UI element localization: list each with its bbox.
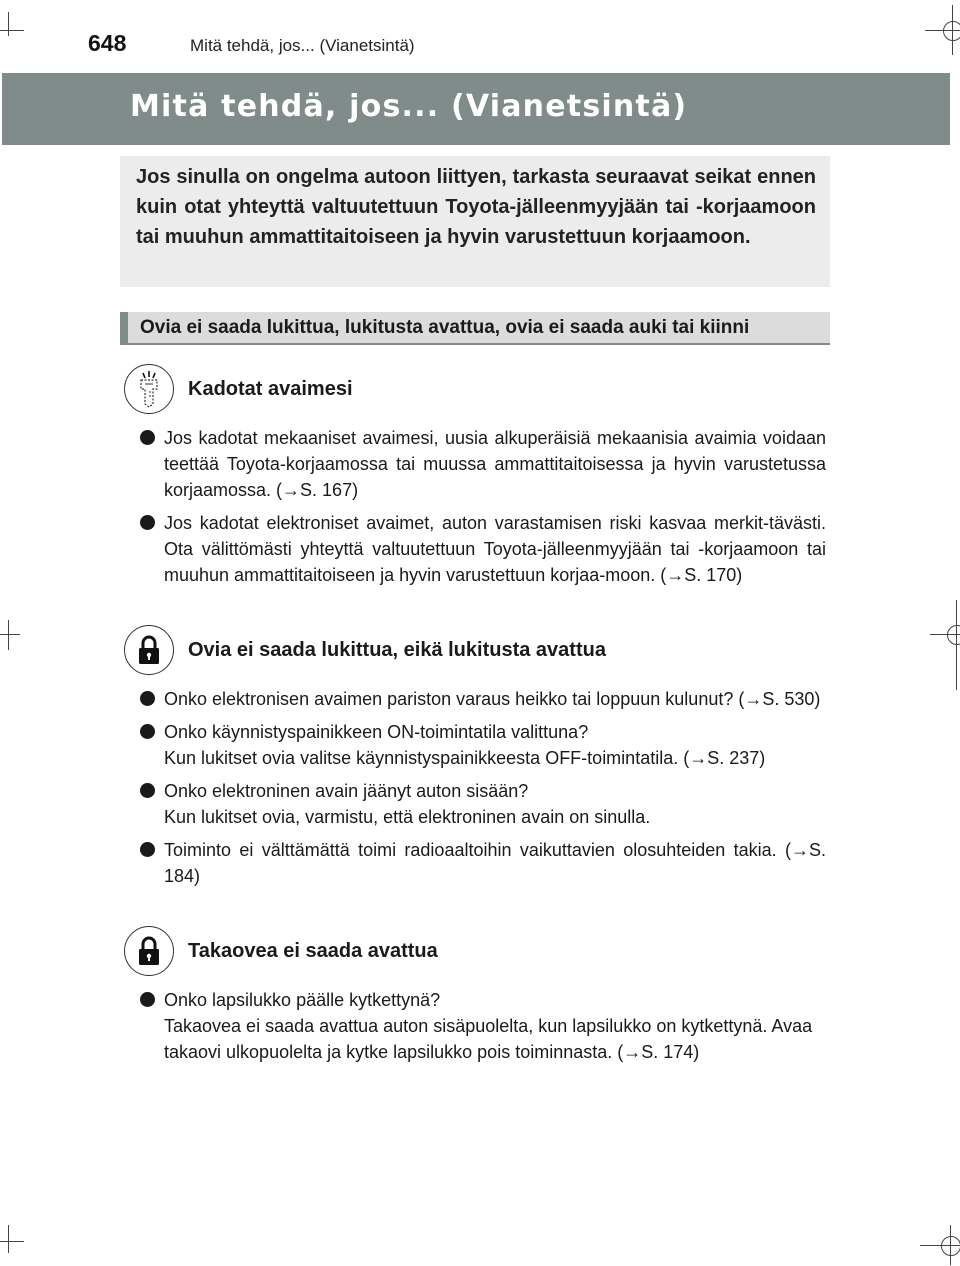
- bullet-list-rear-door: [140, 987, 826, 1072]
- list-item: [140, 837, 826, 889]
- bullet-dot-icon: [140, 515, 155, 530]
- crop-mark-mid-right: [930, 600, 960, 690]
- bullet-dot-icon: [140, 724, 155, 739]
- bullet-dot-icon: [140, 992, 155, 1007]
- bullet-text: Jos kadotat elektroniset avaimet, auton varastamisen riski kasvaa merkit-tävästi. Ota välittömästi yhteyttä valtuutettuun Toyota-jälleenmyyjään tai -korjaamoon tai muuhun ammattitaitoiseen ja hyvin varustettuun korjaa-moon. (→S. 170): [164, 513, 826, 585]
- bullet-text: Toiminto ei välttämättä toimi radioaaltoihin vaikuttavien olosuhteiden takia. (→S. 184): [164, 840, 826, 886]
- crop-mark-bottom-right: [920, 1215, 960, 1266]
- subsection-title: Kadotat avaimesi: [188, 378, 353, 400]
- subsection-rear-door: [124, 926, 834, 980]
- bullet-dot-icon: [140, 842, 155, 857]
- list-item: [140, 778, 826, 830]
- bullet-text: Jos kadotat mekaaniset avaimesi, uusia alkuperäisiä mekaanisia avaimia voidaan teettää Toyota-korjaamossa tai muussa ammattitaitoisessa ja hyvin varustetussa korjaamossa. (→S. 167): [164, 428, 826, 500]
- padlock-icon: [124, 926, 174, 976]
- bullet-text: Onko elektroninen avain jäänyt auton sisään?: [164, 781, 529, 801]
- bullet-text: Onko elektronisen avaimen pariston varaus heikko tai loppuun kulunut? (→S. 530): [164, 689, 821, 709]
- title-bar: [2, 73, 950, 145]
- bullet-subtext: Takaovea ei saada avattua auton sisäpuolelta, kun lapsilukko on kytkettynä. Avaa takaovi ulkopuolelta ja kytke lapsilukko pois toiminnasta. (→S. 174): [164, 1016, 813, 1062]
- intro-text: Jos sinulla on ongelma autoon liittyen, tarkasta seuraavat seikat ennen kuin otat yhteyttä valtuutettuun Toyota-jälleenmyyjään tai -korjaamoon tai muuhun ammattitaitoiseen ja hyvin varustettuun korjaamoon.: [136, 166, 816, 248]
- bullet-list-lock-unlock: [140, 686, 826, 896]
- list-item: [140, 510, 826, 588]
- crop-mark-bottom-left: [0, 1225, 40, 1266]
- bullet-text: Onko lapsilukko päälle kytkettynä?: [164, 990, 441, 1010]
- section-heading: [120, 312, 830, 345]
- subsection-title: Takaovea ei saada avattua: [188, 940, 438, 962]
- list-item: [140, 987, 826, 1065]
- page-header: [0, 22, 960, 66]
- page-number: 648: [88, 30, 127, 56]
- list-item: [140, 425, 826, 503]
- bullet-dot-icon: [140, 783, 155, 798]
- section-title: Ovia ei saada lukittua, lukitusta avattua, ovia ei saada auki tai kiinni: [140, 317, 750, 338]
- subsection-title: Ovia ei saada lukittua, eikä lukitusta avattua: [188, 639, 606, 661]
- crop-mark-mid-left: [0, 610, 30, 660]
- bullet-subtext: Kun lukitset ovia valitse käynnistyspainikkeesta OFF-toimintatila. (→S. 237): [164, 748, 766, 768]
- key-icon: [124, 364, 174, 414]
- bullet-dot-icon: [140, 691, 155, 706]
- subsection-lost-keys: [124, 364, 834, 418]
- page-title: Mitä tehdä, jos... (Vianetsintä): [130, 89, 688, 124]
- bullet-text: Onko käynnistyspainikkeen ON-toimintatila valittuna?: [164, 722, 589, 742]
- padlock-icon: [124, 625, 174, 675]
- list-item: [140, 719, 826, 771]
- bullet-subtext: Kun lukitset ovia, varmistu, että elektroninen avain on sinulla.: [164, 807, 651, 827]
- section-accent: [120, 312, 128, 343]
- bullet-dot-icon: [140, 430, 155, 445]
- subsection-lock-unlock: [124, 625, 834, 679]
- list-item: [140, 686, 826, 712]
- running-title: Mitä tehdä, jos... (Vianetsintä): [190, 36, 415, 55]
- intro-box: [120, 156, 830, 287]
- bullet-list-lost-keys: [140, 425, 826, 595]
